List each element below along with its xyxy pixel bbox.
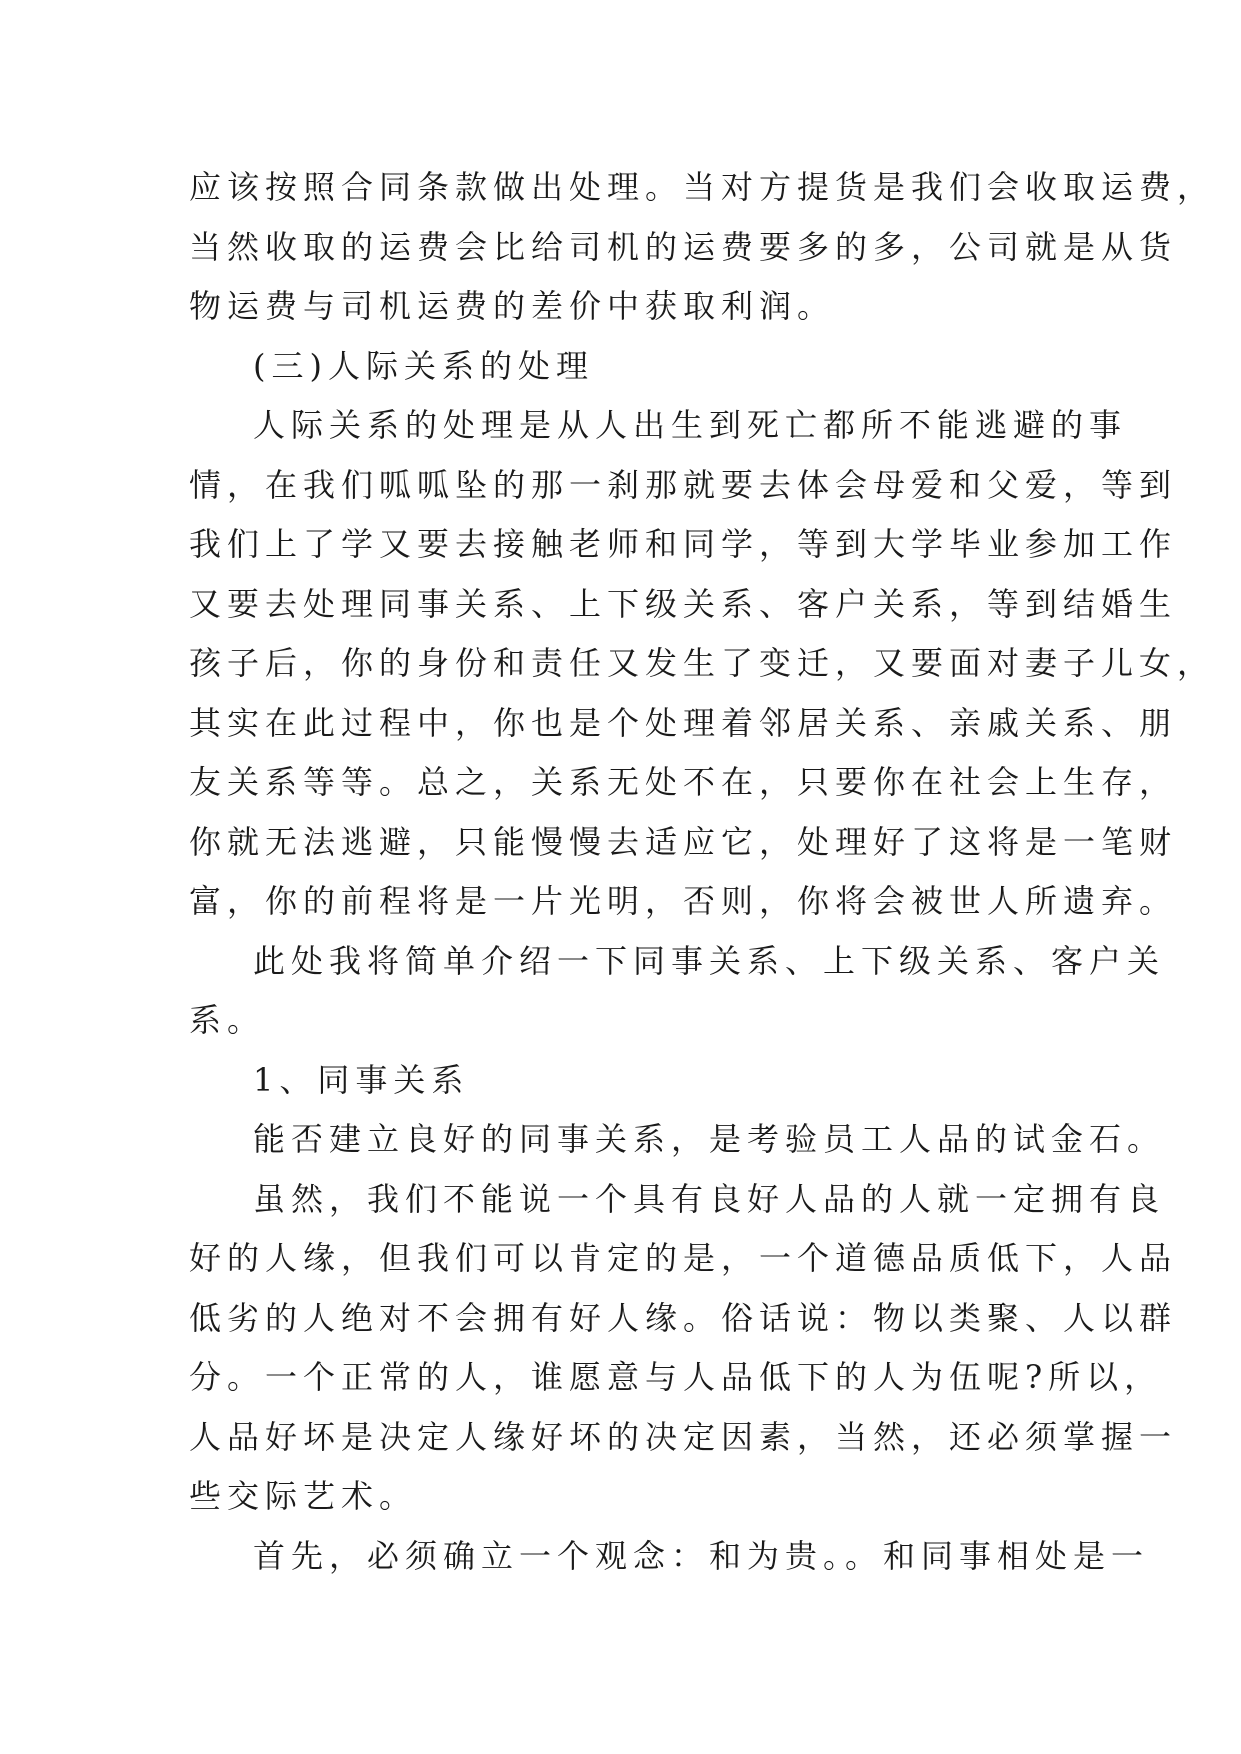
text-line: 系。 [189,1001,266,1039]
text-line: 首先，必须确立一个观念：和为贵。。和同事相处是一 [253,1536,1150,1575]
text-line: 分。一个正常的人，谁愿意与人品低下的人为伍呢?所以， [189,1358,1163,1396]
text-line: 物运费与司机运费的差价中获取利润。 [189,287,836,325]
text-line: 人际关系的处理是从人出生到死亡都所不能逃避的事 [253,406,1128,444]
text-line: 虽然，我们不能说一个具有良好人品的人就一定拥有良 [253,1179,1166,1218]
text-line: 我们上了学又要去接触老师和同学，等到大学毕业参加工作 [189,525,1178,563]
text-line: 当然收取的运费会比给司机的运费要多的多，公司就是从货 [189,227,1178,266]
text-line: 人品好坏是决定人缘好坏的决定因素，当然，还必须掌握一 [189,1417,1178,1456]
section-heading: 1、同事关系 [253,1060,470,1099]
text-line: 应该按照合同条款做出处理。当对方提货是我们会收取运费， [189,168,1216,206]
text-line: 富，你的前程将是一片光明，否则，你将会被世人所遗弃。 [189,882,1178,920]
text-line: 些交际艺术。 [189,1477,418,1515]
text-line: 能否建立良好的同事关系，是考验员工人品的试金石。 [253,1120,1166,1158]
text-line: 情，在我们呱呱坠的那一刹那就要去体会母爱和父爱，等到 [189,465,1178,504]
text-line: 此处我将简单介绍一下同事关系、上下级关系、客户关 [253,941,1166,980]
section-heading: (三)人际关系的处理 [253,346,594,385]
document-body [189,158,1216,1586]
text-line: 好的人缘，但我们可以肯定的是，一个道德品质低下，人品 [189,1239,1178,1277]
text-line: 友关系等等。总之，关系无处不在，只要你在社会上生存， [189,763,1178,801]
text-line: 其实在此过程中，你也是个处理着邻居关系、亲戚关系、朋 [189,703,1178,742]
text-line: 你就无法逃避，只能慢慢去适应它，处理好了这将是一笔财 [189,822,1178,861]
text-line: 孩子后，你的身份和责任又发生了变迁，又要面对妻子儿女， [189,644,1216,682]
text-line: 低劣的人绝对不会拥有好人缘。俗话说：物以类聚、人以群 [189,1298,1178,1337]
text-line: 又要去处理同事关系、上下级关系、客户关系，等到结婚生 [189,584,1178,623]
